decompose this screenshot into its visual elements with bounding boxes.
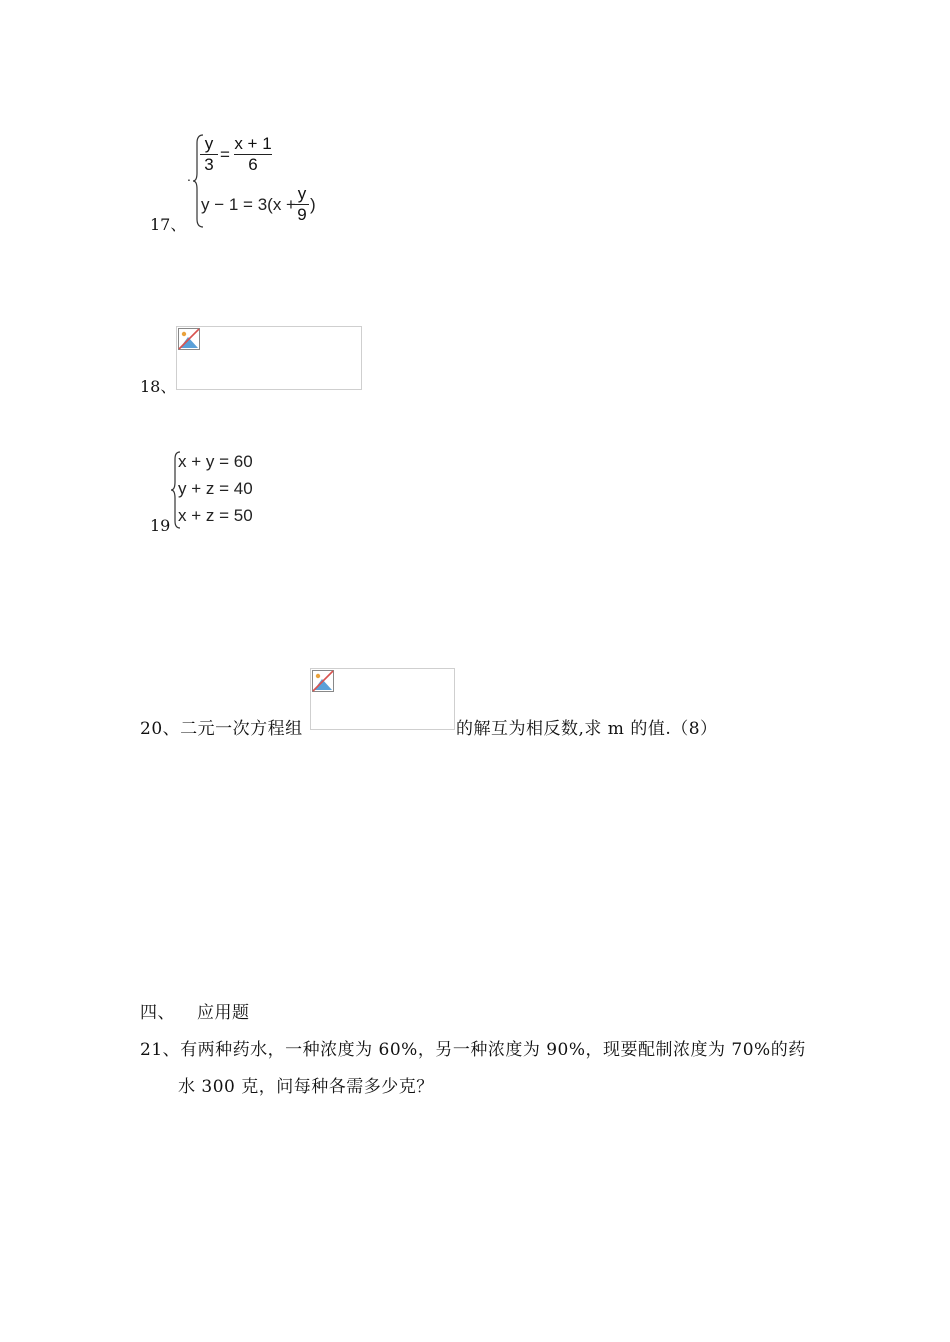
q17-eq1-equals: = — [220, 145, 230, 164]
question-17-number: 17、 — [150, 215, 187, 234]
question-21-line-2: 水 300 克，问每种各需多少克？ — [178, 1077, 434, 1097]
q17-eq1-lhs-fraction — [200, 134, 218, 175]
broken-image-icon — [178, 328, 200, 350]
question-20-suffix: 的解互为相反数,求 m 的值.（8） — [456, 719, 718, 739]
q17-eq2-frac-den: 9 — [297, 205, 307, 224]
section-4-number: 四、 — [140, 1003, 175, 1023]
section-4-title: 应用题 — [197, 1003, 250, 1023]
question-17-dot: . — [187, 168, 191, 184]
q17-eq2-suffix: ) — [310, 195, 316, 214]
q17-eq1-rhs-den: 6 — [248, 155, 258, 174]
question-18-number: 18、 — [140, 377, 177, 396]
question-20-image — [310, 668, 455, 730]
question-21-line-1: 21、有两种药水，一种浓度为 60%，另一种浓度为 90%，现要配制浓度为 70%的药 — [140, 1040, 806, 1060]
question-20-prefix: 20、二元一次方程组 — [140, 719, 303, 739]
question-18-image — [176, 326, 362, 390]
q17-eq1-lhs-num: y — [204, 134, 214, 153]
q17-eq2-frac-num: y — [297, 184, 307, 203]
q17-eq1-lhs-den: 3 — [204, 155, 214, 174]
q19-equation-1: x + y = 60 — [178, 452, 253, 471]
q17-eq2-prefix: y − 1 = 3(x + — [201, 195, 296, 214]
q17-eq1-rhs-num: x + 1 — [234, 134, 272, 153]
q17-eq1-rhs-fraction — [234, 134, 272, 175]
broken-image-icon — [312, 670, 334, 692]
q19-equation-2: y + z = 40 — [178, 479, 253, 498]
q17-eq2-fraction — [295, 184, 309, 225]
question-19-number: 19 — [150, 516, 171, 535]
q19-equation-3: x + z = 50 — [178, 506, 253, 525]
